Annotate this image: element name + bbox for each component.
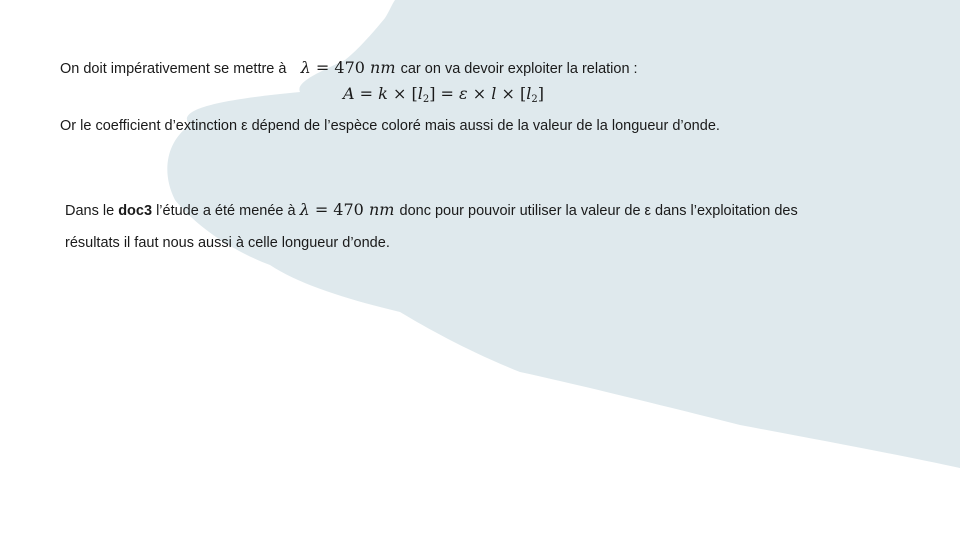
formula-sub2: 2 <box>531 94 538 105</box>
para3-text-after: donc pour pouvoir utiliser la valeur de ε dans l’exploitation des <box>399 203 798 219</box>
lambda-unit-2: nm <box>368 200 395 219</box>
formula-A: A <box>343 84 355 103</box>
lambda-value-expression-2 <box>300 200 400 219</box>
formula-epsilon: ε <box>459 84 468 103</box>
formula-rbracket2: ] <box>537 84 544 103</box>
lambda-symbol: λ <box>300 58 311 77</box>
formula-eq1: = <box>359 84 374 103</box>
lambda-value: = 470 <box>315 58 365 77</box>
formula-l-concentration1: l <box>417 84 423 103</box>
doc-reference: doc3 <box>118 203 153 219</box>
lambda-symbol-2: λ <box>299 200 310 219</box>
lambda-unit: nm <box>370 58 396 77</box>
para1-text-after: car on va devoir exploiter la relation : <box>400 61 638 77</box>
formula-times2: × <box>472 84 487 103</box>
lambda-value-2: = 470 <box>314 200 364 219</box>
lambda-value-expression <box>291 58 401 77</box>
formula-times3: × <box>501 84 515 103</box>
formula-lbracket2: [ <box>519 84 527 103</box>
formula-l-length: l <box>491 84 497 103</box>
formula-l-concentration2: l <box>526 84 532 103</box>
para3-text-mid: l’étude a été menée à <box>156 203 296 219</box>
formula-times1: × <box>392 84 407 103</box>
para3-text-before: Dans le <box>65 203 115 219</box>
paragraph-3-line-2: résultats il faut nous aussi à celle longueur d’onde. <box>65 235 390 251</box>
formula-rbracket1: ] <box>429 84 436 103</box>
formula-sub1: 2 <box>422 94 430 105</box>
para1-text-before: On doit impérativement se mettre à <box>60 61 287 77</box>
formula-eq2: = <box>440 84 454 103</box>
formula-lbracket1: [ <box>411 84 418 103</box>
paragraph-3-line-1 <box>65 201 798 220</box>
paragraph-2: Or le coefficient d’extinction ε dépend de l’espèce coloré mais aussi de la valeur de la longueur d’onde. <box>60 118 720 134</box>
paragraph-1 <box>60 59 638 78</box>
formula-k: k <box>378 84 388 103</box>
formula-line <box>343 85 544 109</box>
